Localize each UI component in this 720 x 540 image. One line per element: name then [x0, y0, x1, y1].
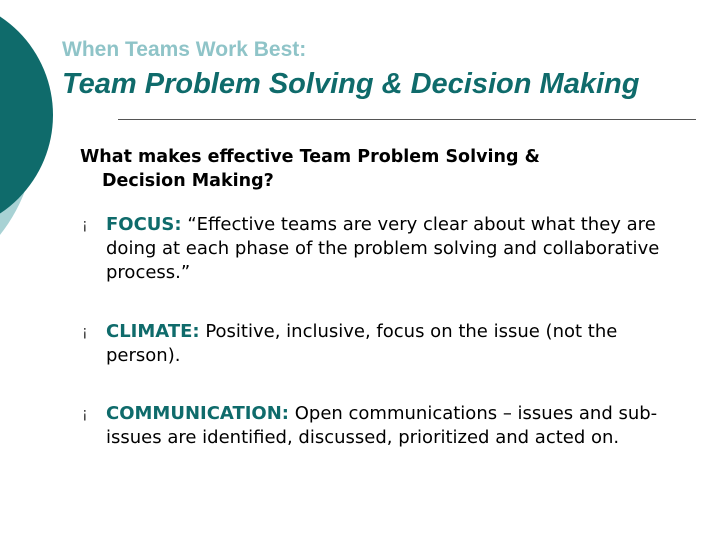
bullet-content: [106, 402, 692, 450]
bullet-label: FOCUS:: [106, 214, 182, 235]
bullet-marker-icon: ¡: [82, 406, 88, 422]
bullet-content: [106, 213, 692, 285]
bullet-label: CLIMATE:: [106, 321, 200, 342]
title-divider: [118, 119, 696, 120]
slide-supertitle: When Teams Work Best:: [62, 38, 307, 61]
question-line-2: Decision Making?: [102, 171, 274, 191]
bullet-climate: [82, 320, 692, 368]
dark-circle-shape: [0, 0, 53, 233]
bullet-marker-icon: ¡: [82, 217, 88, 233]
bullet-focus: [82, 213, 692, 285]
bullet-label: COMMUNICATION:: [106, 403, 289, 424]
bullet-communication: [82, 402, 692, 450]
bullet-text: Open communications – issues and sub-issues are identified, discussed, prioritized and acted on.: [106, 403, 658, 448]
question-line-1: What makes effective Team Problem Solving &: [80, 147, 540, 167]
decorative-circles: [0, 0, 70, 300]
bullet-content: [106, 320, 692, 368]
bullet-text: Positive, inclusive, focus on the issue (not the person).: [106, 321, 618, 366]
slide-title: Team Problem Solving & Decision Making: [62, 68, 640, 100]
bullet-text: “Effective teams are very clear about what they are doing at each phase of the problem solving and collaborative process.”: [106, 214, 660, 283]
question-text: [80, 145, 680, 193]
bullet-marker-icon: ¡: [82, 324, 88, 340]
